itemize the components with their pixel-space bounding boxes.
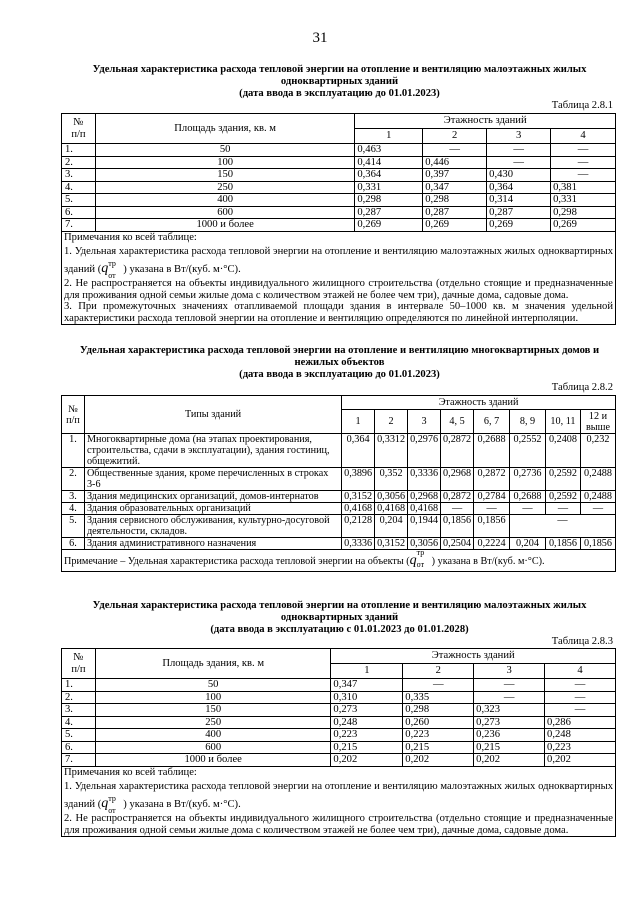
row-value: 0,215	[331, 741, 403, 754]
row-value: 0,269	[487, 219, 551, 232]
table-row	[62, 716, 616, 729]
row-number: 1.	[62, 144, 96, 157]
row-value: 0,4168	[408, 503, 441, 515]
row-area: 1000 и более	[95, 219, 354, 232]
row-value: 0,347	[423, 181, 487, 194]
table3-floor: 3	[474, 664, 545, 679]
table3-heading-line: одноквартирных зданий	[280, 612, 399, 623]
table3-note2: 2. Не распространяется на объекты индивидуального жилищного строительства (отдельно стоящие и предназначенные для проживания одной семьи жилые дома с количеством этажей не более чем три), дачные дома, садовые дома.	[64, 813, 613, 836]
row-type: Общественные здания, кроме перечисленных в строках 3-6	[84, 468, 341, 491]
row-number: 3.	[62, 491, 85, 503]
row-value: 0,223	[331, 729, 403, 742]
row-type: Здания сервисного обслуживания, культурно-досуговой деятельности, складов.	[84, 515, 341, 538]
row-value: 0,331	[355, 181, 423, 194]
table-row	[62, 538, 616, 550]
q-symbol: q тр от	[101, 794, 116, 815]
table1-floor: 4	[551, 129, 616, 144]
row-value: 0,4168	[375, 503, 408, 515]
table3-heading-line: Удельная характеристика расхода тепловой энергии на отопление и вентиляцию малоэтажных жилых	[92, 600, 587, 611]
table1-notes-title: Примечания ко всей таблице:	[64, 231, 197, 243]
table-row	[62, 156, 616, 169]
row-value: 0,202	[331, 754, 403, 767]
table-row	[62, 491, 616, 503]
row-value: 0,3336	[342, 538, 375, 550]
table2-label: Таблица 2.8.2	[551, 382, 613, 393]
table-row	[62, 729, 616, 742]
table1-heading-line: (дата ввода в эксплуатацию до 01.01.2023)	[239, 88, 440, 99]
row-value: 0,2784	[474, 491, 510, 503]
row-value: 0,2592	[545, 468, 580, 491]
table3-note1: 1. Удельная характеристика расхода тепловой энергии на отопление и вентиляцию малоэтажных жилых одноквартирных зданий (q тр от ) указана в Вт/(куб. м·°С).	[64, 781, 613, 815]
table-row	[62, 194, 616, 207]
row-number: 2.	[62, 691, 96, 704]
table3-header-floors: Этажность зданий	[331, 649, 616, 664]
row-value: —	[510, 503, 546, 515]
row-value: 0,2488	[580, 491, 615, 503]
row-value: 0,215	[403, 741, 474, 754]
row-value: —	[423, 144, 487, 157]
row-value: 0,2552	[510, 434, 546, 468]
row-value: 0,2872	[441, 434, 474, 468]
row-value: 0,2968	[408, 491, 441, 503]
table2	[61, 395, 616, 572]
row-value: 0,298	[423, 194, 487, 207]
row-number: 6.	[62, 538, 85, 550]
row-value: 0,2688	[474, 434, 510, 468]
row-value: 0,397	[423, 169, 487, 182]
row-area: 150	[95, 704, 330, 717]
table2-floor: 12 и выше	[580, 410, 615, 434]
row-value: 0,1856	[580, 538, 615, 550]
row-value: —	[551, 169, 616, 182]
table-row	[62, 434, 616, 468]
table1-floor: 2	[423, 129, 487, 144]
row-value: —	[487, 156, 551, 169]
row-value: 0,273	[474, 716, 545, 729]
table2-floor: 8, 9	[510, 410, 546, 434]
row-value: 0,314	[487, 194, 551, 207]
row-value: 0,269	[355, 219, 423, 232]
row-number: 5.	[62, 729, 96, 742]
row-value: —	[545, 704, 616, 717]
row-value: —	[545, 679, 616, 692]
row-value: 0,414	[355, 156, 423, 169]
row-value: 0,4168	[342, 503, 375, 515]
row-value: 0,202	[403, 754, 474, 767]
row-value: 0,202	[545, 754, 616, 767]
row-value: 0,204	[510, 538, 546, 550]
row-value: —	[551, 144, 616, 157]
table1	[61, 113, 616, 325]
row-value: —	[474, 691, 545, 704]
row-number: 4.	[62, 716, 96, 729]
row-value: 0,202	[474, 754, 545, 767]
table2-floor: 2	[375, 410, 408, 434]
page-number: 31	[312, 30, 328, 46]
row-value: 0,3336	[408, 468, 441, 491]
table1-heading	[62, 64, 617, 100]
row-value: 0,2872	[441, 491, 474, 503]
row-value: 0,2408	[545, 434, 580, 468]
row-value: 0,335	[403, 691, 474, 704]
table3-heading-line: (дата ввода в эксплуатацию с 01.01.2023 до 01.01.2028)	[210, 624, 469, 635]
row-area: 100	[95, 691, 330, 704]
row-value: 0,2224	[474, 538, 510, 550]
row-value: 0,3312	[375, 434, 408, 468]
row-number: 6.	[62, 206, 96, 219]
row-number: 4.	[62, 503, 85, 515]
table3-floor: 1	[331, 664, 403, 679]
q-symbol: q тр от	[101, 259, 116, 280]
table3-label: Таблица 2.8.3	[551, 636, 613, 647]
row-value: —	[580, 503, 615, 515]
table3-header-area: Площадь здания, кв. м	[95, 649, 330, 679]
row-value: 0,2592	[545, 491, 580, 503]
row-number: 2.	[62, 468, 85, 491]
table3-notes-title: Примечания ко всей таблице:	[64, 766, 197, 778]
row-value: 0,2968	[441, 468, 474, 491]
row-number: 3.	[62, 169, 96, 182]
row-value: 0,463	[355, 144, 423, 157]
table1-heading-line: Удельная характеристика расхода тепловой энергии на отопление и вентиляцию малоэтажных жилых	[92, 64, 587, 75]
row-number: 1.	[62, 679, 96, 692]
table-row	[62, 503, 616, 515]
table1-header-num: № п/п	[62, 114, 96, 144]
row-value: 0,2488	[580, 468, 615, 491]
table1-notes	[62, 231, 616, 325]
row-value: 0,323	[474, 704, 545, 717]
row-number: 3.	[62, 704, 96, 717]
row-value: 0,3056	[375, 491, 408, 503]
row-value: 0,2504	[441, 538, 474, 550]
row-value: 0,2688	[510, 491, 546, 503]
table-row	[62, 691, 616, 704]
table1-heading-line: одноквартирных зданий	[280, 76, 399, 87]
row-value: 0,347	[331, 679, 403, 692]
table3-floor: 4	[545, 664, 616, 679]
table1-header-area: Площадь здания, кв. м	[95, 114, 354, 144]
table-row	[62, 181, 616, 194]
row-value: 0,1856	[545, 538, 580, 550]
row-area: 600	[95, 741, 330, 754]
row-number: 7.	[62, 754, 96, 767]
table1-label: Таблица 2.8.1	[551, 100, 613, 111]
row-value: —	[487, 144, 551, 157]
row-value: 0,298	[551, 206, 616, 219]
row-value: 0,2976	[408, 434, 441, 468]
table2-floor: 1	[342, 410, 375, 434]
row-value: 0,3896	[342, 468, 375, 491]
row-value: 0,3152	[342, 491, 375, 503]
row-value: 0,310	[331, 691, 403, 704]
table3-notes	[62, 766, 616, 837]
row-value: 0,248	[331, 716, 403, 729]
row-value: 0,248	[545, 729, 616, 742]
row-area: 600	[95, 206, 354, 219]
row-number: 1.	[62, 434, 85, 468]
row-value: 0,286	[545, 716, 616, 729]
table2-heading-line: Удельная характеристика расхода тепловой энергии на отопление и вентиляцию многоквартирных домов и	[79, 345, 600, 356]
table-row	[62, 219, 616, 232]
table2-floor: 4, 5	[441, 410, 474, 434]
row-value: 0,232	[580, 434, 615, 468]
row-value: 0,298	[403, 704, 474, 717]
row-value: 0,331	[551, 194, 616, 207]
row-value: —	[510, 515, 616, 538]
row-value: 0,223	[403, 729, 474, 742]
table-row	[62, 704, 616, 717]
row-value: —	[441, 503, 474, 515]
row-area: 50	[95, 144, 354, 157]
row-value: 0,269	[423, 219, 487, 232]
row-number: 5.	[62, 194, 96, 207]
row-value: 0,3056	[408, 538, 441, 550]
table-row	[62, 515, 616, 538]
row-area: 400	[95, 729, 330, 742]
table3-floor: 2	[403, 664, 474, 679]
row-value: 0,287	[355, 206, 423, 219]
table1-note2: 2. Не распространяется на объекты индивидуального жилищного строительства (отдельно стоящие и предназначенные для проживания одной семьи жилые дома с количеством этажей не более чем три), дачные дома, садовые дома.	[64, 278, 613, 301]
table2-note: Примечание – Удельная характеристика расхода тепловой энергии на объекты (q тр от ) указана в Вт/(куб. м·°С).	[62, 550, 616, 572]
row-area: 1000 и более	[95, 754, 330, 767]
table-row	[62, 679, 616, 692]
row-value: 0,364	[355, 169, 423, 182]
table2-header-num: № п/п	[62, 396, 85, 434]
table1-note3: 3. При промежуточных значениях отапливаемой площади здания в интервале 50–1000 кв. м значения удельной характеристики расхода тепловой энергии на отопление и вентиляцию определяются по линейной интерполяции.	[64, 301, 613, 324]
row-value: 0,273	[331, 704, 403, 717]
row-value: 0,287	[423, 206, 487, 219]
row-value: 0,1856	[474, 515, 510, 538]
table2-heading-line: нежилых объектов	[294, 357, 385, 368]
row-number: 5.	[62, 515, 85, 538]
row-value: —	[474, 679, 545, 692]
table2-heading-line: (дата ввода в эксплуатацию до 01.01.2023)	[239, 369, 440, 380]
table2-heading	[62, 345, 617, 381]
row-value: 0,298	[355, 194, 423, 207]
row-value: 0,236	[474, 729, 545, 742]
row-value: 0,287	[487, 206, 551, 219]
table-row	[62, 754, 616, 767]
table2-floor: 3	[408, 410, 441, 434]
table1-header-floors: Этажность зданий	[355, 114, 616, 129]
table1-note1: 1. Удельная характеристика расхода тепловой энергии на отопление и вентиляцию малоэтажных жилых одноквартирных зданий (q тр от ) указана в Вт/(куб. м·°С).	[64, 246, 613, 280]
row-number: 2.	[62, 156, 96, 169]
row-value: 0,204	[375, 515, 408, 538]
table2-header-type: Типы зданий	[84, 396, 341, 434]
row-value: 0,223	[545, 741, 616, 754]
row-number: 6.	[62, 741, 96, 754]
row-type: Здания медицинских организаций, домов-интернатов	[84, 491, 341, 503]
table-row	[62, 468, 616, 491]
row-type: Многоквартирные дома (на этапах проектирования, строительства, сдачи в эксплуатации), здания гостиниц, общежитий.	[84, 434, 341, 468]
table3	[61, 648, 616, 837]
row-value: 0,215	[474, 741, 545, 754]
row-type: Здания образовательных организаций	[84, 503, 341, 515]
row-value: 0,2872	[474, 468, 510, 491]
table-row	[62, 206, 616, 219]
table-row	[62, 144, 616, 157]
table2-floor: 10, 11	[545, 410, 580, 434]
row-value: 0,446	[423, 156, 487, 169]
row-value: 0,364	[487, 181, 551, 194]
table-row	[62, 741, 616, 754]
row-number: 4.	[62, 181, 96, 194]
table-row	[62, 169, 616, 182]
table1-floor: 1	[355, 129, 423, 144]
row-value: —	[545, 691, 616, 704]
table2-floor: 6, 7	[474, 410, 510, 434]
row-area: 250	[95, 716, 330, 729]
table3-heading	[62, 600, 617, 636]
row-value: —	[551, 156, 616, 169]
row-area: 50	[95, 679, 330, 692]
row-value: 0,269	[551, 219, 616, 232]
row-value: 0,3152	[375, 538, 408, 550]
row-value: 0,352	[375, 468, 408, 491]
table1-floor: 3	[487, 129, 551, 144]
row-area: 100	[95, 156, 354, 169]
table2-header-floors: Этажность зданий	[342, 396, 616, 410]
row-value: 0,1944	[408, 515, 441, 538]
row-area: 250	[95, 181, 354, 194]
row-value: —	[545, 503, 580, 515]
row-value: —	[474, 503, 510, 515]
q-symbol: q тр от	[409, 547, 425, 569]
row-value: 0,1856	[441, 515, 474, 538]
row-area: 150	[95, 169, 354, 182]
row-area: 400	[95, 194, 354, 207]
row-value: 0,260	[403, 716, 474, 729]
table3-header-num: № п/п	[62, 649, 96, 679]
row-value: 0,2736	[510, 468, 546, 491]
row-type: Здания административного назначения	[84, 538, 341, 550]
row-number: 7.	[62, 219, 96, 232]
row-value: 0,2128	[342, 515, 375, 538]
row-value: 0,430	[487, 169, 551, 182]
row-value: —	[403, 679, 474, 692]
row-value: 0,381	[551, 181, 616, 194]
row-value: 0,364	[342, 434, 375, 468]
